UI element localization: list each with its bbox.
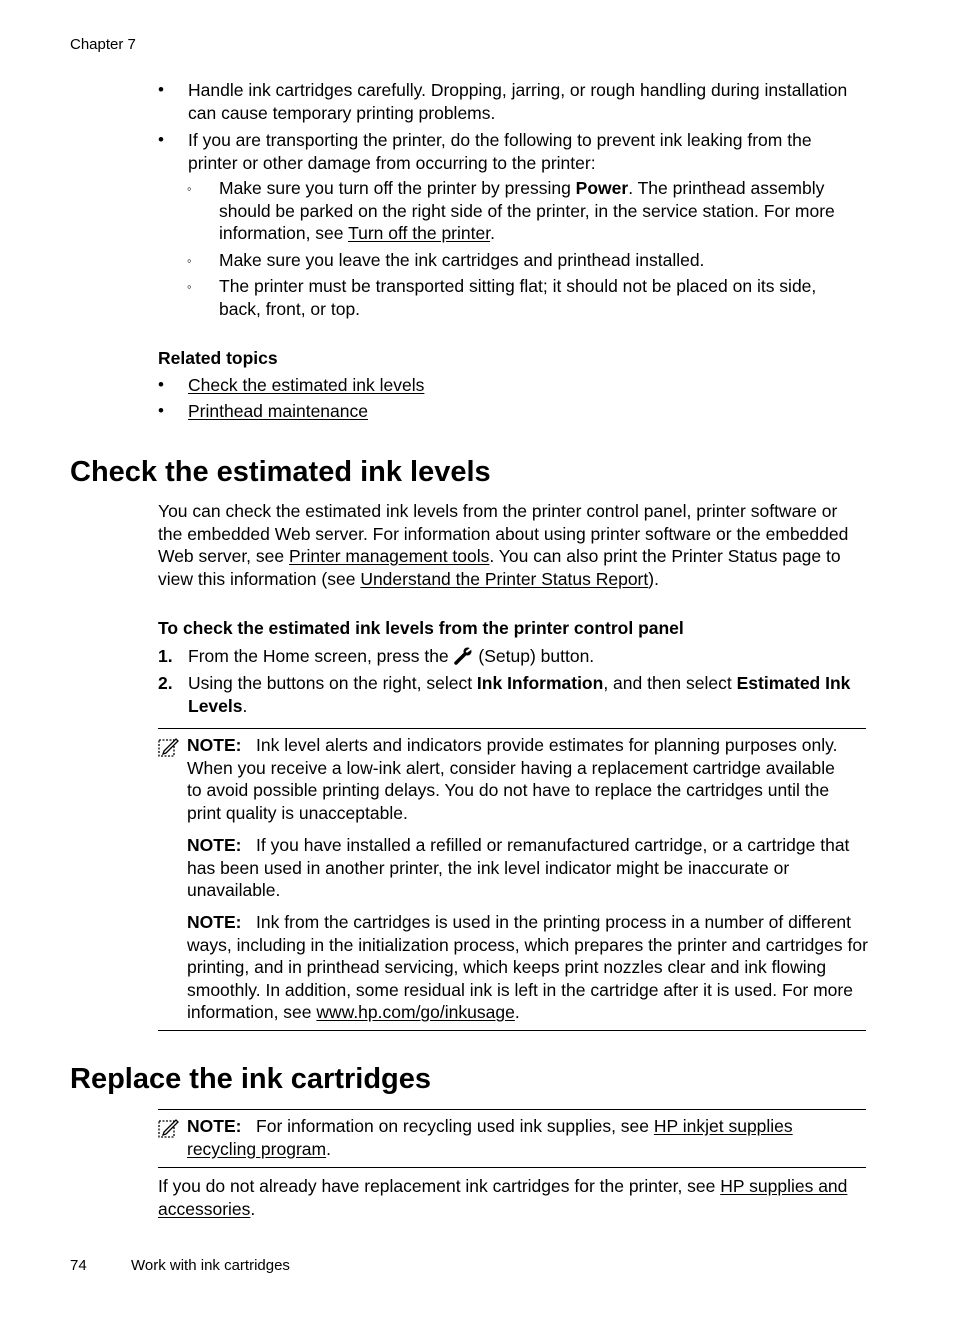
section-intro: You can check the estimated ink levels from the printer control panel, printer software or the embedded Web server. For information about using printer software or the embedded Web server, see Printer management tools. You can also print the Printer Status page to view this information (see Understand the Printer Status Report).	[158, 501, 849, 589]
sub-bullet-marker: ◦	[187, 253, 192, 268]
bullet-text: If you are transporting the printer, do the following to prevent ink leaking from the printer or other damage from occurring to the printer:	[188, 130, 812, 173]
footer-section: Work with ink cartridges	[131, 1257, 290, 1274]
note-text: NOTE: Ink from the cartridges is used in the printing process in a number of different ways, including in the initialization process, which prepares the printer and cartridges for printing, and in printhead servicing, which keeps print nozzles clear and ink flowing smoothly. In addition, some residual ink is left in the cartridge after it is used. For more information, see www.hp.com/go/inkusage.	[187, 912, 868, 1022]
bullet-marker: •	[158, 130, 164, 149]
related-link-check-ink[interactable]: Check the estimated ink levels	[188, 375, 425, 395]
sub-bullet-marker: ◦	[187, 181, 192, 196]
step-text: From the Home screen, press the (Setup) button.	[188, 646, 595, 666]
chapter-label: Chapter 7	[70, 36, 136, 53]
section-heading: Check the estimated ink levels	[70, 456, 491, 488]
bullet-marker: •	[158, 375, 164, 394]
sub-bullet-text: The printer must be transported sitting flat; it should not be placed on its side, back, front, or top.	[219, 276, 817, 319]
section-body: If you do not already have replacement ink cartridges for the printer, see HP supplies and accessories.	[158, 1176, 848, 1219]
note-icon	[158, 737, 180, 757]
hp-supplies-link[interactable]: HP supplies and accessories	[158, 1176, 848, 1219]
bullet-marker: •	[158, 401, 164, 420]
note-text: NOTE: If you have installed a refilled or remanufactured cartridge, or a cartridge that has been used in another printer, the ink level indicator might be inaccurate or unavailable.	[187, 835, 850, 900]
bullet-text: Handle ink cartridges carefully. Dropping, jarring, or rough handling during installation can cause temporary printing problems.	[188, 80, 848, 123]
note-icon	[158, 1118, 180, 1138]
sub-bullet-marker: ◦	[187, 279, 192, 294]
related-link-printhead[interactable]: Printhead maintenance	[188, 401, 368, 421]
step-number: 1.	[158, 646, 173, 666]
note-rule-top	[158, 728, 866, 729]
printer-management-tools-link[interactable]: Printer management tools	[289, 546, 490, 566]
note-text: NOTE: Ink level alerts and indicators provide estimates for planning purposes only. When you receive a low-ink alert, consider having a replacement cartridge available to avoid possible printing delays. You do not have to replace the cartridges until the print quality is unacceptable.	[187, 735, 838, 823]
step-text: Using the buttons on the right, select Ink Information, and then select Estimated Ink Levels.	[188, 673, 851, 716]
note-text: NOTE: For information on recycling used ink supplies, see HP inkjet supplies recycling program.	[187, 1116, 793, 1159]
step-number: 2.	[158, 673, 173, 693]
section-heading: Replace the ink cartridges	[70, 1063, 432, 1095]
printer-status-report-link[interactable]: Understand the Printer Status Report	[360, 568, 649, 589]
related-topics-heading: Related topics	[158, 348, 278, 368]
note-rule-bottom	[158, 1030, 866, 1031]
wrench-icon	[454, 647, 474, 665]
procedure-title: To check the estimated ink levels from the printer control panel	[158, 618, 684, 638]
sub-bullet-text: Make sure you turn off the printer by pressing Power. The printhead assembly should be parked on the right side of the printer, in the service station. For more information, see Turn off the printer.	[219, 178, 835, 243]
turn-off-printer-link[interactable]: Turn off the printer	[348, 223, 491, 243]
note-rule-top	[158, 1109, 866, 1110]
page-number: 74	[70, 1257, 87, 1274]
note-rule-bottom	[158, 1167, 866, 1168]
sub-bullet-text: Make sure you leave the ink cartridges and printhead installed.	[219, 250, 705, 270]
inkusage-link[interactable]: www.hp.com/go/inkusage	[316, 1002, 515, 1022]
recycling-program-link[interactable]: HP inkjet supplies recycling program	[187, 1116, 793, 1159]
bullet-marker: •	[158, 80, 164, 99]
